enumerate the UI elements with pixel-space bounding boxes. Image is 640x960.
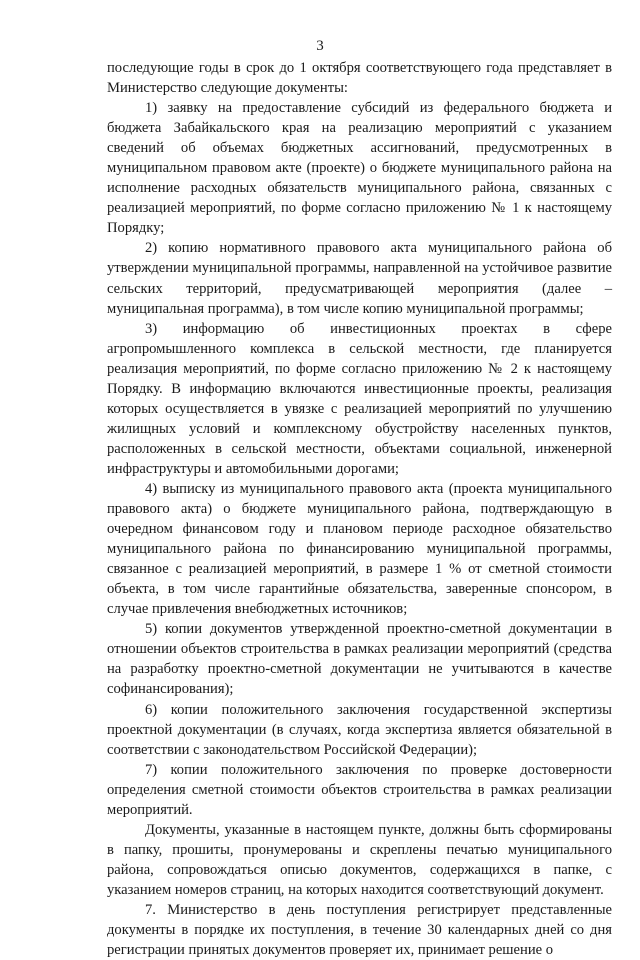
paragraph-item-6: 6) копии положительного заключения государственной экспертизы проектной документации (в случаях, когда экспертиза является обязательной в соответствии с законодательством Российской Федерации); [107, 701, 612, 758]
paragraph-clause-7: 7. Министерство в день поступления регистрирует представленные документы в порядке их поступления, в течение 30 календарных дней со дня регистрации принятых документов проверяет их, принимает решение о [107, 901, 612, 959]
paragraph-documents-note: Документы, указанные в настоящем пункте, должны быть сформированы в папку, прошиты, пронумерованы и скреплены печатью муниципального района, сопровождаться описью документов, содержащихся в папке, с указанием номеров страниц, на которых находится соответствующий документ. [107, 821, 612, 898]
paragraph-item-2: 2) копию нормативного правового акта муниципального района об утверждении муниципальной программы, направленной на устойчивое развитие сельских территорий, предусматривающей мероприятия (далее – муниципальная программа), в том числе копию муниципальной программы; [107, 240, 612, 317]
paragraph-item-3: 3) информацию об инвестиционных проектах в сфере агропромышленного комплекса в сельской местности, где планируется реализация мероприятий, по форме согласно приложению № 2 к настоящему Порядку. В информацию включаются инвестиционные проекты, реализация которых осуществляется в увязке с реализацией мероприятий по улучшению жилищных условий и комплексному обустройству населенных пунктов, расположенных в сельской местности, объектами социальной, инженерной инфраструктуры и автомобильными дорогами; [107, 320, 612, 477]
paragraph-item-5: 5) копии документов утвержденной проектно-сметной документации в отношении объектов строительства в рамках реализации мероприятий (средства на разработку проектно-сметной документации не учитываются в качестве софинансирования); [107, 621, 612, 698]
body-text [107, 58, 612, 960]
paragraph-item-4: 4) выписку из муниципального правового акта (проекта муниципального правового акта) о бюджете муниципального района, подтверждающую в очередном финансовом году и плановом периоде расходное обязательство муниципального района по финансированию муниципальной программы, связанное с реализацией мероприятий, в размере 1 % от сметной стоимости объекта, в том числе гарантийные обязательства, заверенные спонсором, в случае привлечения внебюджетных источников; [107, 480, 612, 618]
page-number: 3 [316, 38, 324, 54]
paragraph-item-7: 7) копии положительного заключения по проверке достоверности определения сметной стоимости объектов строительства в рамках реализации мероприятий. [107, 761, 612, 818]
paragraph-item-1: 1) заявку на предоставление субсидий из федерального бюджета и бюджета Забайкальского края на реализацию мероприятий с указанием сведений об объемах бюджетных ассигнований, предусмотренных в муниципальном правовом акте (проекте) о бюджете муниципального района на исполнение расходных обязательств муниципального района, связанных с реализацией мероприятий, по форме согласно приложению № 1 к настоящему Порядку; [107, 100, 612, 237]
paragraph-continuation: последующие годы в срок до 1 октября соответствующего года представляет в Министерство следующие документы: [107, 60, 612, 97]
